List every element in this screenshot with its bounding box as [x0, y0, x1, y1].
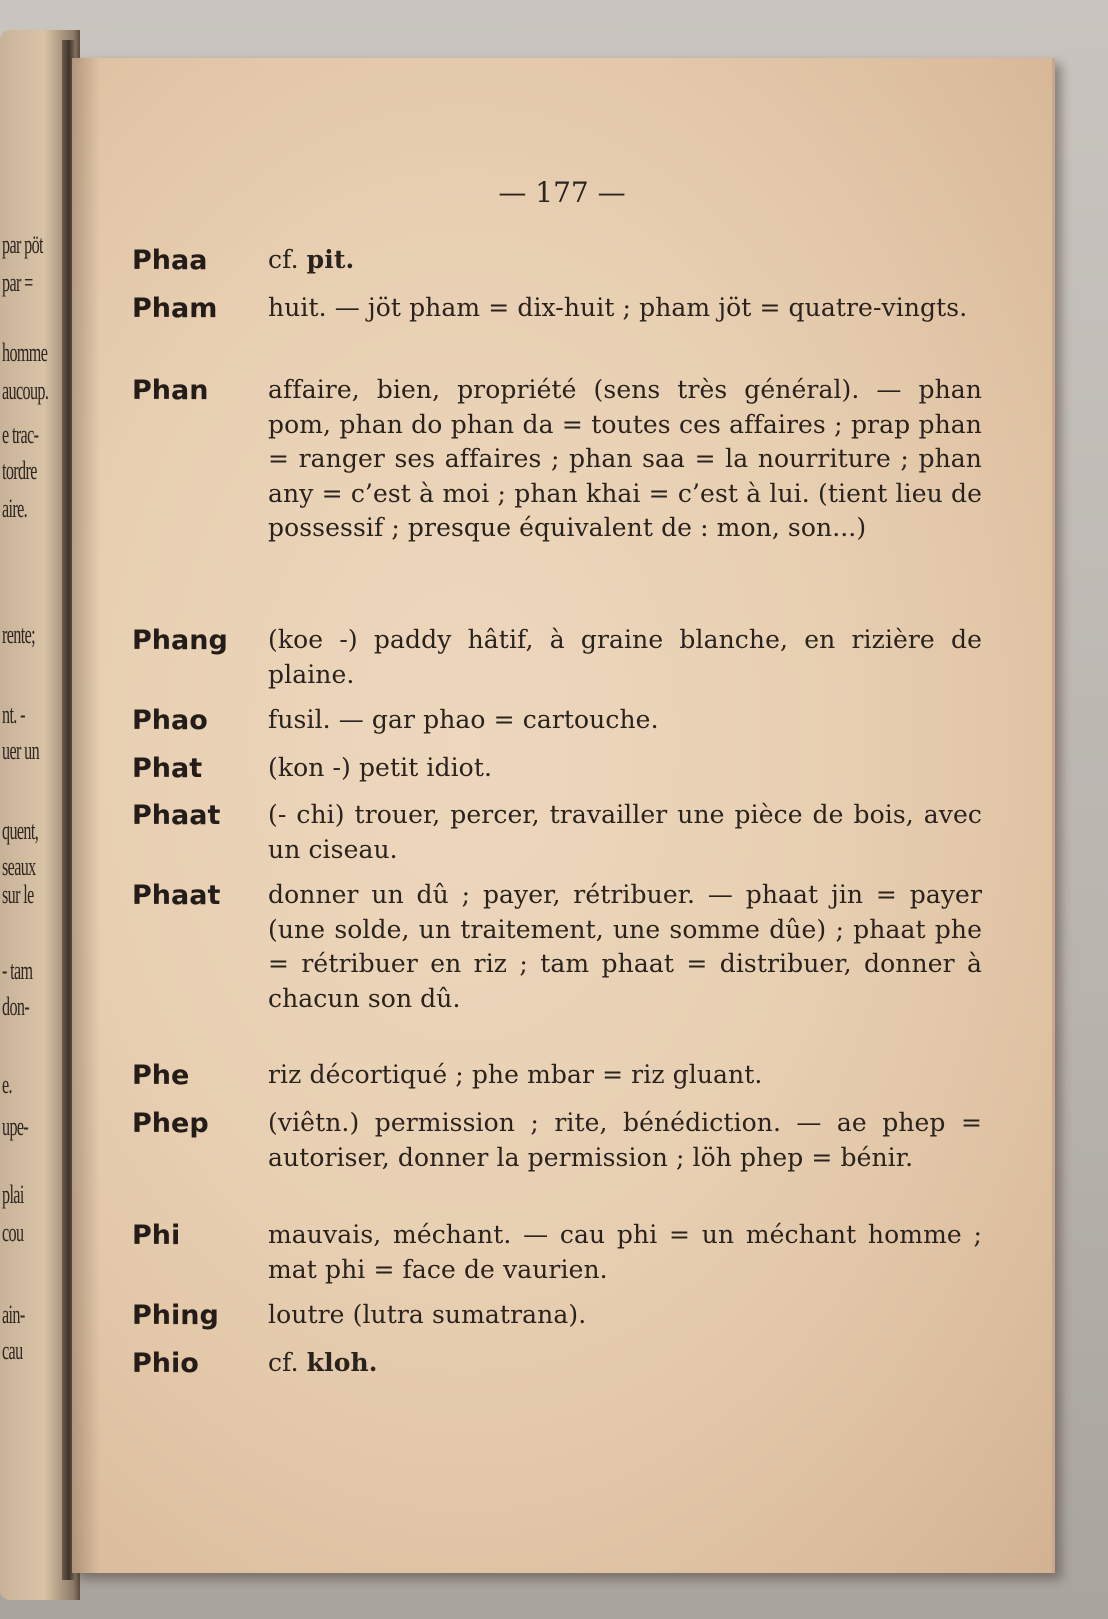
left-page-line: uer un [2, 736, 40, 765]
left-page-line: par = [2, 268, 33, 297]
left-page-line: aire. [2, 494, 28, 523]
headword: Phaat [132, 880, 221, 911]
left-page-line: upe- [2, 1112, 29, 1141]
headword: Phio [132, 1348, 199, 1379]
definition: (kon -) petit idiot. [268, 753, 493, 782]
definition: (- chi) trouer, percer, travailler une pièce de bois, avec un ciseau. [268, 800, 982, 864]
left-page-line: par pöt [2, 230, 43, 259]
left-page-line: sur le [2, 880, 34, 909]
left-page-line: rente; [2, 620, 35, 649]
left-page-line: aucoup. [2, 376, 49, 405]
headword: Phao [132, 705, 208, 736]
definition: affaire, bien, propriété (sens très général). — phan pom, phan do phan da = toutes ces affaires ; prap phan = ranger ses affaires ; phan saa = la nourriture ; phan any = c’est à moi ; phan khai = c’est à lui. (tient lieu de possessif ; presque équivalent de : mon, son...) [268, 375, 982, 542]
headword: Phi [132, 1220, 181, 1251]
left-page-line: homme [2, 338, 48, 367]
definition: cf. kloh. [268, 1348, 378, 1377]
definition: donner un dû ; payer, rétribuer. — phaat jin = payer (une solde, un traitement, une somme dûe) ; phaat phe = rétribuer en riz ; tam phaat = distribuer, donner à chacun son dû. [268, 880, 982, 1013]
dictionary-entry [132, 751, 982, 786]
left-page-line: ain- [2, 1300, 25, 1329]
dictionary-entry [132, 243, 982, 278]
left-page-line: - tam [2, 956, 33, 985]
left-page-line: tordre [2, 456, 37, 485]
dictionary-entry [132, 1106, 982, 1175]
definition: (viêtn.) permission ; rite, bénédiction. — ae phep = autoriser, donner la permission ; löh phep = bénir. [268, 1108, 982, 1172]
headword: Pham [132, 293, 218, 324]
headword: Phat [132, 753, 203, 784]
left-page-line: nt. - [2, 700, 25, 729]
left-page-line: cau [2, 1336, 23, 1365]
definition: (koe -) paddy hâtif, à graine blanche, en rizière de plaine. [268, 625, 982, 689]
page-number: — 177 — [498, 176, 626, 209]
headword: Phang [132, 625, 228, 656]
dictionary-entry [132, 1346, 982, 1381]
left-page-line: plai [2, 1180, 24, 1209]
dictionary-entry [132, 373, 982, 546]
headword: Phep [132, 1108, 209, 1139]
definition: loutre (lutra sumatrana). [268, 1300, 587, 1329]
dictionary-entry [132, 878, 982, 1016]
definition: riz décortiqué ; phe mbar = riz gluant. [268, 1060, 763, 1089]
headword: Phaa [132, 245, 208, 276]
definition: cf. pit. [268, 245, 355, 274]
left-page-line: seaux [2, 852, 36, 881]
dictionary-entry [132, 1218, 982, 1287]
dictionary-entry [132, 798, 982, 867]
dictionary-entry [132, 623, 982, 692]
left-page-line: don- [2, 992, 30, 1021]
dictionary-entry [132, 1298, 982, 1333]
headword: Phaat [132, 800, 221, 831]
dictionary-entry [132, 703, 982, 738]
left-page-line: e trac- [2, 420, 39, 449]
dictionary-entry [132, 1058, 982, 1093]
headword: Phe [132, 1060, 190, 1091]
dictionary-entry [132, 291, 982, 326]
headword: Phing [132, 1300, 219, 1331]
definition: fusil. — gar phao = cartouche. [268, 705, 659, 734]
definition: huit. — jöt pham = dix-huit ; pham jöt = quatre-vingts. [268, 293, 968, 322]
right-page [72, 58, 1055, 1573]
left-page-line: quent, [2, 816, 39, 845]
definition: mauvais, méchant. — cau phi = un méchant homme ; mat phi = face de vaurien. [268, 1220, 982, 1284]
left-page-line: cou [2, 1218, 24, 1247]
left-page-line: e. [2, 1070, 12, 1099]
headword: Phan [132, 375, 209, 406]
